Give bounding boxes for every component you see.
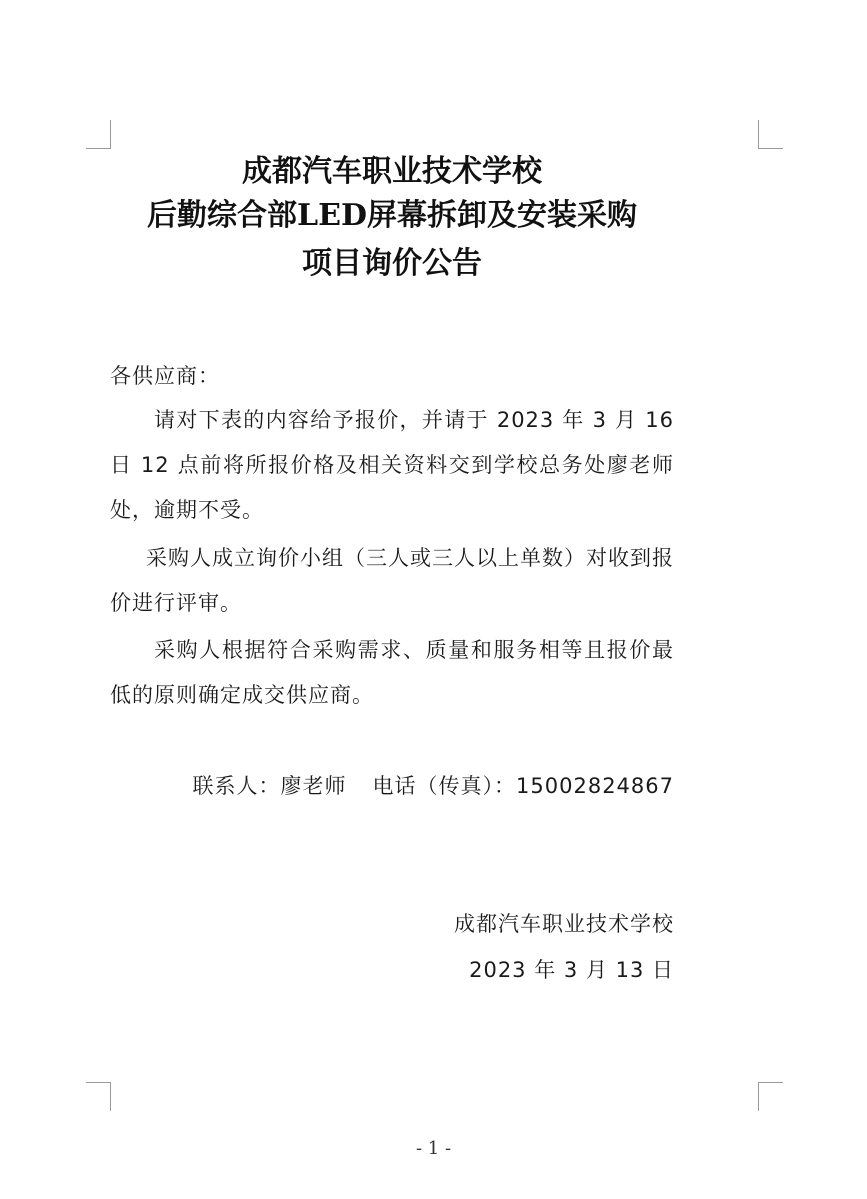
- page-number: - 1 -: [415, 1138, 452, 1159]
- paragraph-quote-deadline: 请对下表的内容给予报价，并请于 2023 年 3 月 16 日 12 点前将所报价格及相关资料交到学校总务处廖老师处，逾期不受。: [110, 408, 674, 522]
- crop-mark-bottom-right: [758, 1082, 783, 1111]
- contact-person: 联系人：廖老师: [192, 774, 347, 798]
- crop-mark-top-right: [758, 120, 783, 149]
- contact-phone: 电话（传真）：15002824867: [372, 774, 674, 798]
- paragraph-evaluation-group: 采购人成立询价小组（三人或三人以上单数）对收到报价进行评审。: [110, 546, 674, 615]
- contact-line: [110, 766, 674, 806]
- crop-mark-bottom-left: [86, 1082, 111, 1111]
- signature-date: 2023 年 3 月 13 日: [469, 958, 674, 982]
- salutation: 各供应商：: [110, 364, 220, 388]
- signature-organization: 成都汽车职业技术学校: [454, 912, 674, 936]
- title-line-1: 成都汽车职业技术学校: [242, 154, 542, 189]
- crop-mark-top-left: [86, 120, 111, 149]
- title-line-2: 后勤综合部LED屏幕拆卸及安装采购: [147, 198, 637, 233]
- paragraph-selection-principle: 采购人根据符合采购需求、质量和服务相等且报价最低的原则确定成交供应商。: [110, 638, 674, 707]
- title-line-3: 项目询价公告: [302, 246, 482, 281]
